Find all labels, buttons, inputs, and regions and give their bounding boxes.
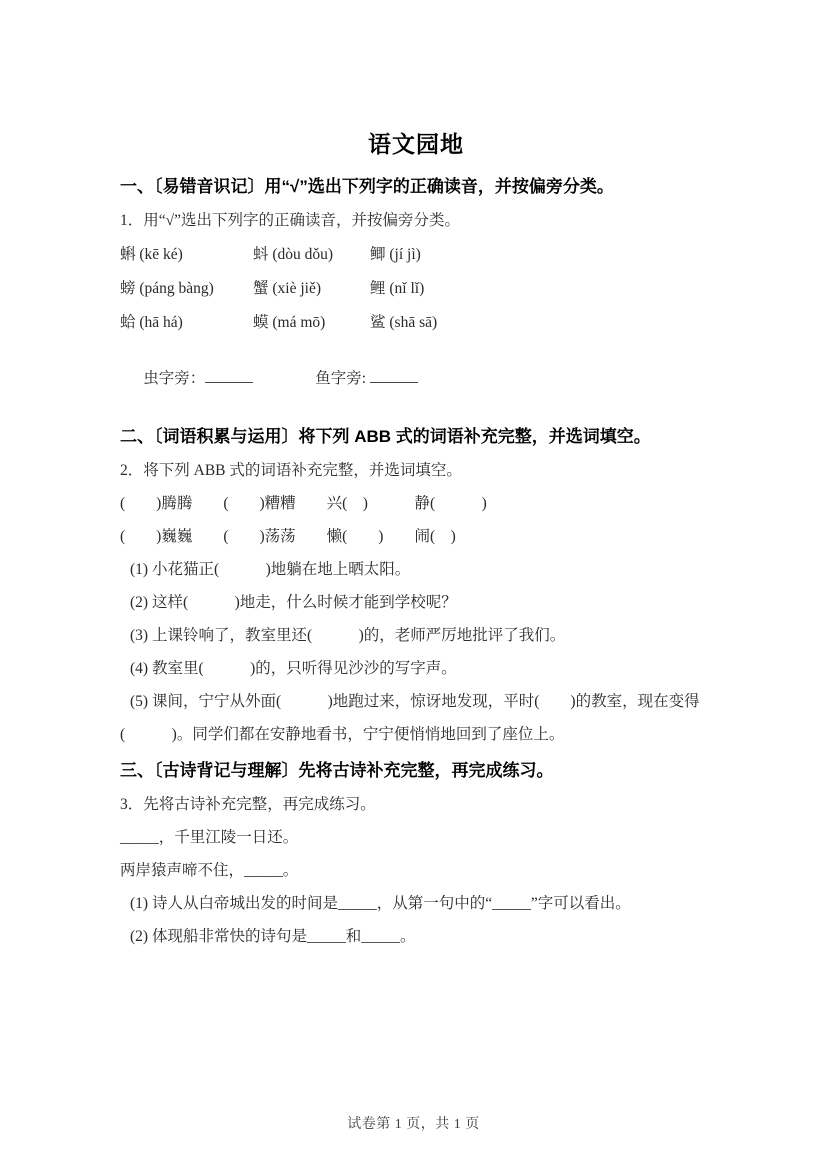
pronunciation-cell: 鲨 (shā sā) (370, 314, 438, 331)
section1-heading: 一、〔易错音识记〕用“√”选出下列字的正确读音，并按偏旁分类。 (120, 177, 614, 196)
pronunciation-cell: 鲤 (nǐ lǐ) (370, 280, 425, 297)
pronunciation-cell: 蟹 (xiè jiě) (253, 280, 322, 297)
fill-blank-sentence: (4) 教室里( )的，只听得见沙沙的写字声。 (130, 660, 457, 677)
insect-radical-blank (205, 368, 253, 383)
poem-question: (1) 诗人从白帝城出发的时间是_____，从第一句中的“_____”字可以看出。 (130, 895, 631, 912)
abb-word-row: ( )腾腾 ( )糟糟 兴( ) 静( ) (120, 495, 487, 512)
pronunciation-row (120, 278, 712, 300)
fill-blank-sentence: (1) 小花猫正( )地躺在地上晒太阳。 (130, 561, 411, 578)
section1-item-label: 1．用“√”选出下列字的正确读音，并按偏旁分类。 (120, 212, 461, 229)
poem-line: 两岸猿声啼不住，_____。 (120, 862, 299, 879)
radical-classification-line (120, 346, 712, 412)
poem-line: _____，千里江陵一日还。 (120, 829, 299, 846)
fish-radical-label: 鱼字旁: (315, 370, 370, 387)
pronunciation-cell: 螃 (páng bàng) (120, 280, 214, 297)
page-title: 语文园地 (368, 131, 464, 157)
section3-heading: 三、〔古诗背记与理解〕先将古诗补充完整，再完成练习。 (120, 761, 554, 780)
fill-blank-sentence: (2) 这样( )地走，什么时候才能到学校呢？ (130, 594, 457, 611)
fish-radical-blank (370, 368, 418, 383)
pronunciation-row (120, 244, 712, 266)
page-footer: 试卷第 1 页，共 1 页 (347, 1117, 480, 1132)
pronunciation-cell: 蛤 (hā há) (120, 314, 183, 331)
pronunciation-cell: 鲫 (jí jì) (370, 246, 421, 263)
fill-blank-sentence: (5) 课间，宁宁从外面( )地跑过来，惊讶地发现，平时( )的教室，现在变得 (130, 693, 700, 710)
pronunciation-cell: 蟆 (má mō) (253, 314, 326, 331)
pronunciation-cell: 蚪 (dòu dǒu) (253, 246, 334, 263)
section3-item-label: 3．先将古诗补充完整，再完成练习。 (120, 796, 376, 813)
abb-word-row: ( )巍巍 ( )荡荡 懒( ) 闹( ) (120, 528, 456, 545)
pronunciation-row (120, 312, 712, 334)
fill-blank-sentence: (3) 上课铃响了，教室里还( )的，老师严厉地批评了我们。 (130, 627, 566, 644)
section2-item-label: 2．将下列 ABB 式的词语补充完整，并选词填空。 (120, 462, 462, 479)
section2-heading: 二、〔词语积累与运用〕将下列 ABB 式的词语补充完整，并选词填空。 (120, 427, 651, 446)
fill-blank-sentence-continuation: ( )。同学们都在安静地看书，宁宁便悄悄地回到了座位上。 (120, 726, 565, 743)
pronunciation-cell: 蝌 (kē ké) (120, 246, 183, 263)
poem-question: (2) 体现船非常快的诗句是_____和_____。 (130, 928, 416, 945)
insect-radical-label: 虫字旁： (143, 370, 206, 387)
